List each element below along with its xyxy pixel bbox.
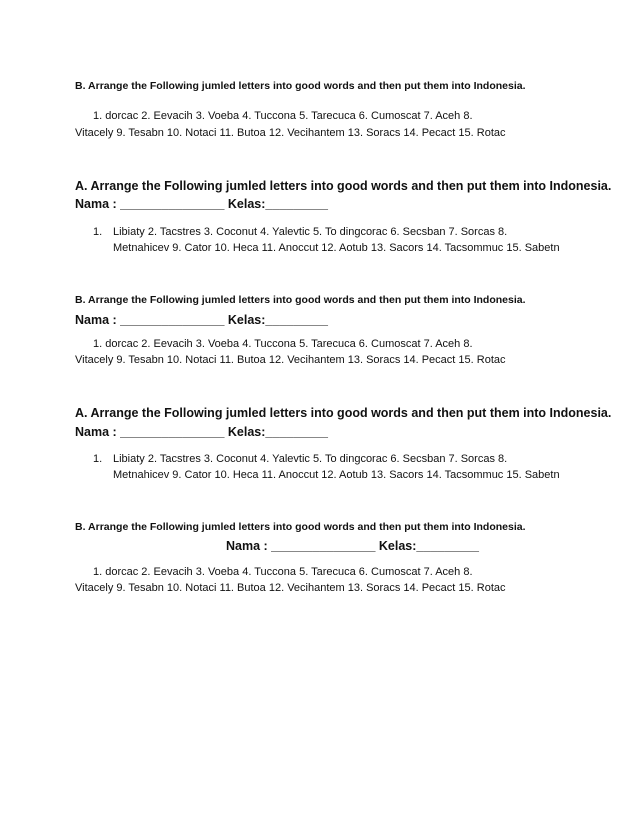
section-2-heading: A. Arrange the Following jumled letters into good words and then put them into Indonesia. [75,179,612,193]
section-2-list-line-1: Libiaty 2. Tacstres 3. Coconut 4. Yalevtic 5. To dingcorac 6. Secsban 7. Sorcas 8. [113,226,508,238]
section-1-heading: B. Arrange the Following jumled letters into good words and then put them into Indonesia. [75,80,526,92]
section-1-list-line-2: Vitacely 9. Tesabn 10. Notaci 11. Butoa 12. Vecihantem 13. Soracs 14. Pecact 15. Rotac [75,127,506,139]
section-3-list-line-2: Vitacely 9. Tesabn 10. Notaci 11. Butoa 12. Vecihantem 13. Soracs 14. Pecact 15. Rotac [75,354,506,366]
section-5-nama-kelas: Nama : _______________ Kelas:_________ [226,539,479,553]
section-2-list-number: 1. [93,226,103,238]
section-2-nama-kelas: Nama : _______________ Kelas:_________ [75,197,328,211]
section-4-list-line-2: Metnahicev 9. Cator 10. Heca 11. Anoccut 12. Aotub 13. Sacors 14. Tacsommuc 15. Sabetn [113,469,560,481]
section-5-list-line-1: 1. dorcac 2. Eevacih 3. Voeba 4. Tuccona 5. Tarecuca 6. Cumoscat 7. Aceh 8. [93,566,473,578]
section-2-list-line-2: Metnahicev 9. Cator 10. Heca 11. Anoccut 12. Aotub 13. Sacors 14. Tacsommuc 15. Sabetn [113,242,560,254]
section-3-nama-kelas: Nama : _______________ Kelas:_________ [75,313,328,327]
section-1-list-line-1: 1. dorcac 2. Eevacih 3. Voeba 4. Tuccona 5. Tarecuca 6. Cumoscat 7. Aceh 8. [93,110,473,122]
section-5-list-line-2: Vitacely 9. Tesabn 10. Notaci 11. Butoa 12. Vecihantem 13. Soracs 14. Pecact 15. Rotac [75,582,506,594]
section-3-heading: B. Arrange the Following jumled letters into good words and then put them into Indonesia. [75,294,526,306]
section-4-list-line-1: Libiaty 2. Tacstres 3. Coconut 4. Yalevtic 5. To dingcorac 6. Secsban 7. Sorcas 8. [113,453,508,465]
section-3-list-line-1: 1. dorcac 2. Eevacih 3. Voeba 4. Tuccona 5. Tarecuca 6. Cumoscat 7. Aceh 8. [93,338,473,350]
section-4-list-number: 1. [93,453,103,465]
section-4-nama-kelas: Nama : _______________ Kelas:_________ [75,425,328,439]
section-5-heading: B. Arrange the Following jumled letters into good words and then put them into Indonesia. [75,521,526,533]
section-4-heading: A. Arrange the Following jumled letters into good words and then put them into Indonesia. [75,406,612,420]
